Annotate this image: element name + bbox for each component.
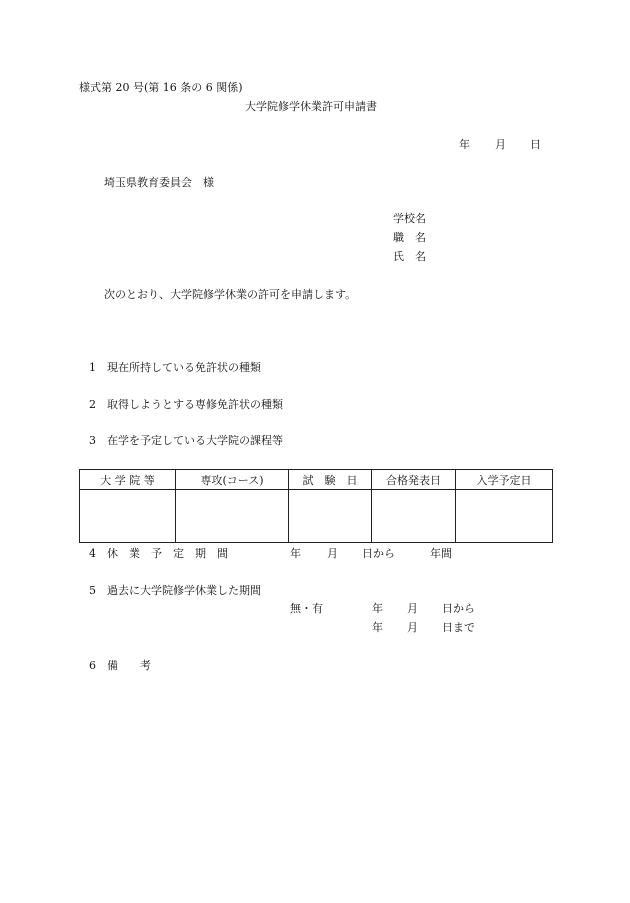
table-row [80, 490, 553, 543]
date-day: 日 [530, 138, 541, 151]
cell-exam-date[interactable] [289, 490, 372, 543]
school-name-label: 学校名 [393, 212, 426, 225]
table-header-row [80, 470, 553, 490]
header-result-date: 合格発表日 [372, 470, 456, 490]
item-5-row2-to: 日まで [442, 621, 475, 634]
item-4-month: 月 [327, 547, 338, 560]
item-4-years: 年間 [430, 547, 452, 560]
item-4-leave-period: 4 休 業 予 定 期 間 [89, 547, 228, 560]
item-3-graduate-course: 3 在学を予定している大学院の課程等 [89, 434, 283, 447]
item-5-row2-year: 年 [372, 621, 383, 634]
cell-result-date[interactable] [372, 490, 456, 543]
item-4-year: 年 [290, 547, 301, 560]
header-major: 専攻(コース) [176, 470, 289, 490]
header-graduate-school: 大 学 院 等 [80, 470, 176, 490]
item-5-past-leave: 5 過去に大学院修学休業した期間 [89, 584, 261, 597]
item-6-remarks: 6 備 考 [89, 659, 151, 672]
item-4-from: 日から [362, 547, 395, 560]
cell-enrollment-date[interactable] [456, 490, 553, 543]
item-2-target-license: 2 取得しようとする専修免許状の種類 [89, 398, 283, 411]
item-1-current-license: 1 現在所持している免許状の種類 [89, 361, 261, 374]
item-5-none-yes: 無・有 [290, 602, 323, 615]
header-exam-date: 試 験 日 [289, 470, 372, 490]
item-5-row1-month: 月 [407, 602, 418, 615]
position-label: 職 名 [393, 231, 426, 244]
date-month: 月 [495, 138, 506, 151]
header-enrollment-date: 入学予定日 [456, 470, 553, 490]
cell-graduate-school[interactable] [80, 490, 176, 543]
page-title: 大学院修学休業許可申請書 [245, 100, 377, 113]
item-5-row1-year: 年 [372, 602, 383, 615]
addressee: 埼玉県教育委員会 様 [104, 176, 214, 189]
date-year: 年 [459, 138, 470, 151]
intro-text: 次のとおり、大学院修学休業の許可を申請します。 [104, 288, 357, 301]
item-5-row1-from: 日から [442, 602, 475, 615]
form-number: 様式第 20 号(第 16 条の 6 関係) [79, 81, 243, 94]
graduate-school-table [79, 469, 553, 543]
item-5-row2-month: 月 [407, 621, 418, 634]
cell-major[interactable] [176, 490, 289, 543]
name-label: 氏 名 [393, 250, 426, 263]
